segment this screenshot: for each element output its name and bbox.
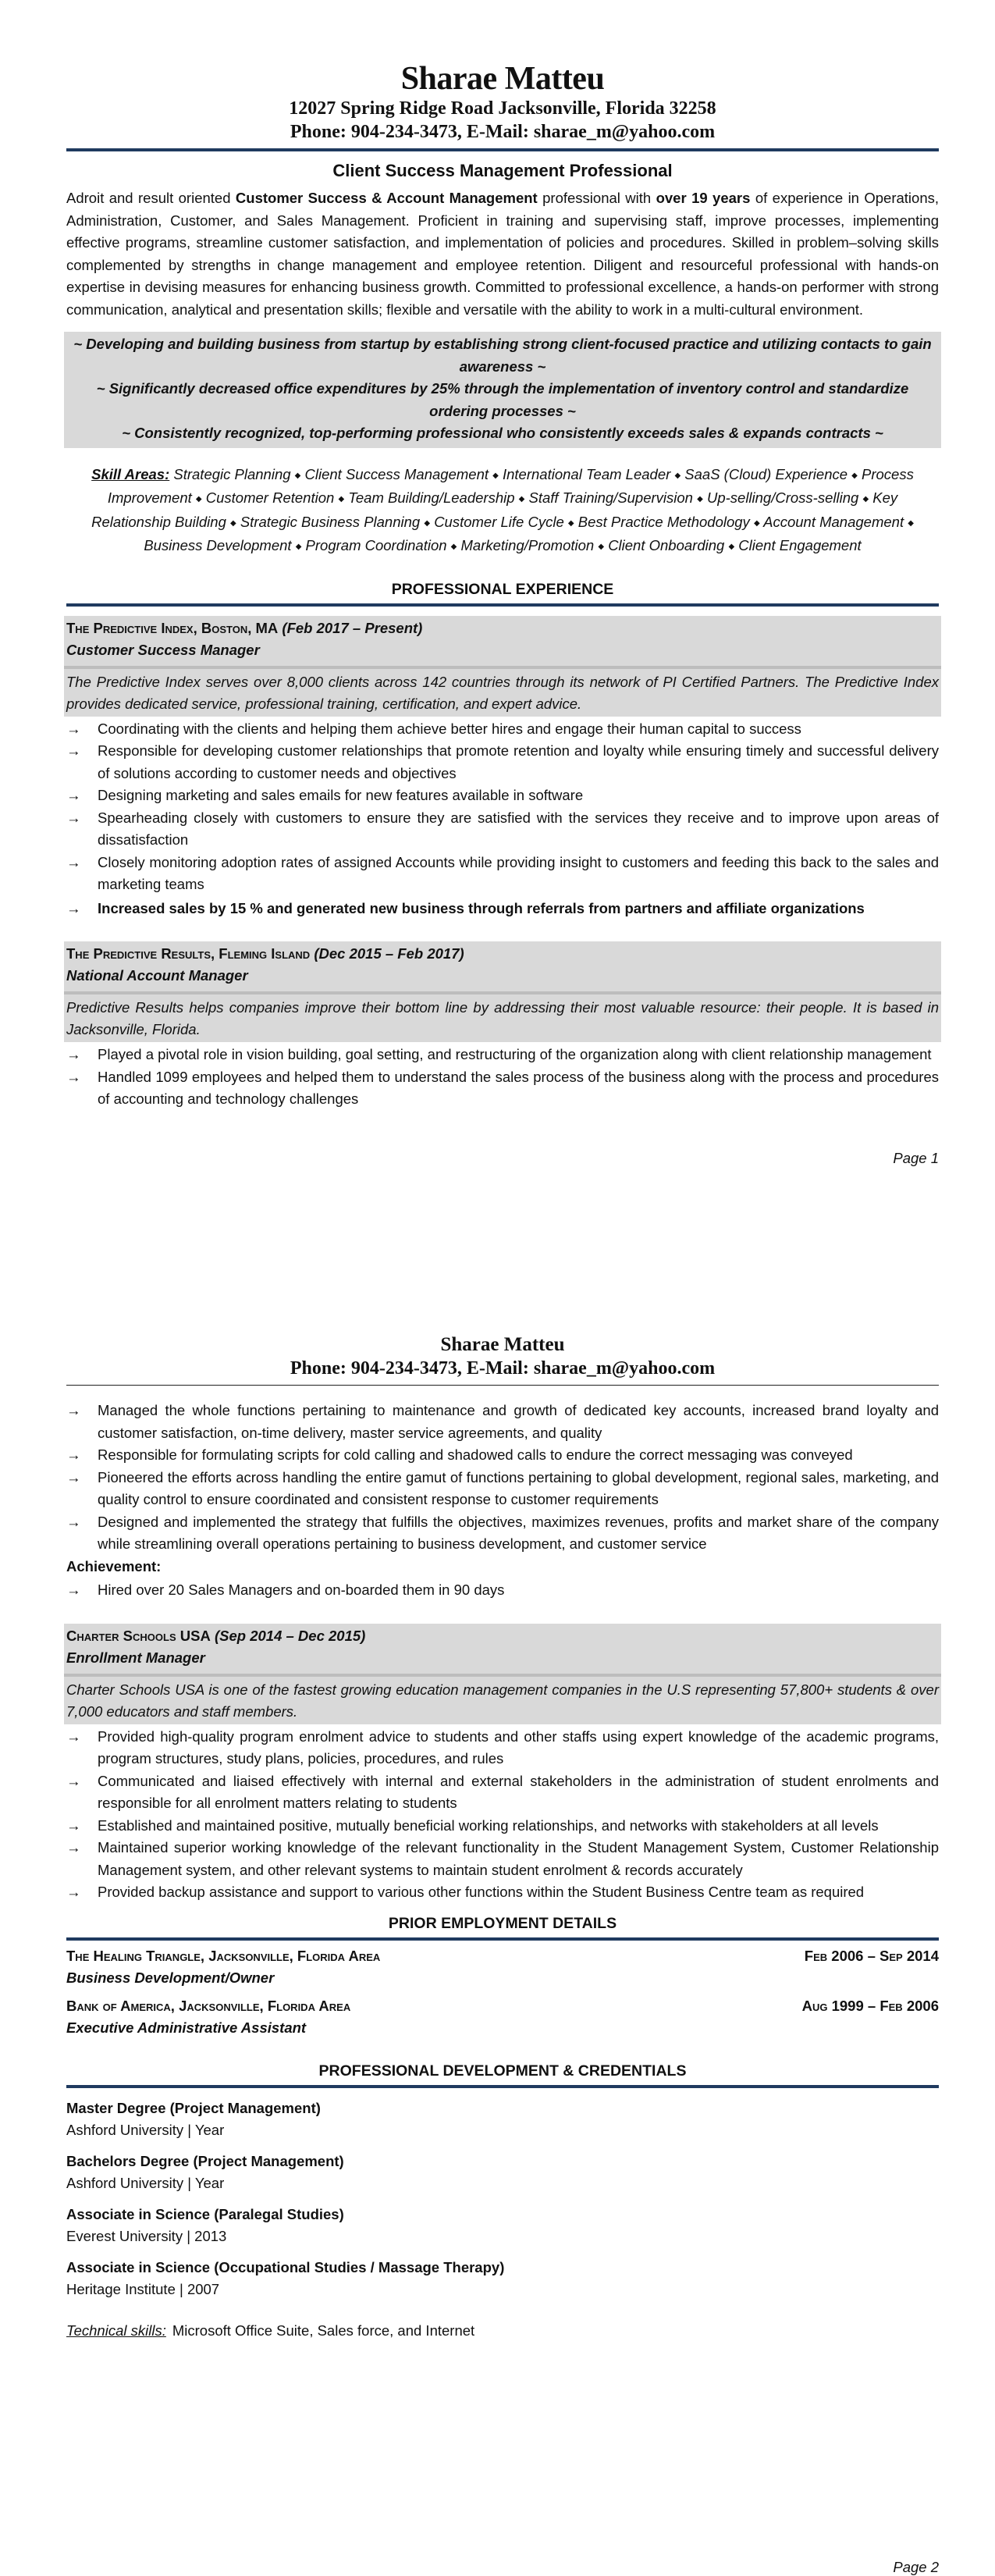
bullet-text: Provided backup assistance and support to various other functions within the Student Business Centre team as required <box>98 1884 865 1900</box>
arrow-icon: → <box>66 1727 81 1745</box>
bullet-text: Designed and implemented the strategy that fulfills the objectives, maximizes revenues, profits and market share of the company while streamlining overall operations pertaining to business development, and customer service <box>98 1513 939 1552</box>
bullet-item <box>66 898 939 920</box>
job-entry <box>66 941 939 1111</box>
bullet-item <box>66 1726 939 1770</box>
bullet-item <box>66 1837 939 1881</box>
page-number: Page 2 <box>893 2559 939 2575</box>
skill-item: Best Practice Methodology <box>577 513 750 530</box>
education-entry <box>66 2097 939 2141</box>
company: The Healing Triangle, Jacksonville, Florida Area <box>66 1947 381 1964</box>
bullet-item <box>66 718 939 741</box>
arrow-icon: → <box>66 1402 81 1418</box>
arrow-icon: → <box>66 742 81 759</box>
diamond-separator-icon: ◆ <box>518 495 525 503</box>
diamond-separator-icon: ◆ <box>338 495 345 503</box>
technical-skills-value: Microsoft Office Suite, Sales force, and Internet <box>172 2322 475 2339</box>
skill-item: Customer Retention <box>205 489 335 506</box>
job-header <box>64 1624 941 1677</box>
job-title: Enrollment Manager <box>66 1649 205 1666</box>
diamond-separator-icon: ◆ <box>697 495 703 503</box>
arrow-icon: → <box>66 720 81 737</box>
diamond-separator-icon: ◆ <box>728 543 735 551</box>
school: Ashford University | Year <box>66 2174 225 2191</box>
summary <box>66 187 939 321</box>
candidate-name: Sharae Matteu <box>440 1334 565 1355</box>
bullet-text: Closely monitoring adoption rates of assigned Accounts while providing insight to customers and feeding this back to the sales and marketing teams <box>98 853 939 892</box>
bullet-text: Pioneered the efforts across handling the entire gamut of functions pertaining to global development, regional sales, marketing, and quality control to ensure coordinated and consistent response to customer requirements <box>98 1468 939 1507</box>
summary-segment: Adroit and result oriented <box>66 190 236 206</box>
bullet-list <box>66 898 939 920</box>
company-description: The Predictive Index serves over 8,000 clients across 142 countries through its network of PI Certified Partners. The Predictive Index provides dedicated service, professional training, certification, and expert advice. <box>64 669 941 717</box>
skill-areas <box>90 464 915 559</box>
job-dates: Aug 1999 – Feb 2006 <box>801 1997 939 2014</box>
achievement-list <box>66 1579 939 1602</box>
skill-item: Client Onboarding <box>608 537 725 553</box>
summary-segment: of experience in Operations, Administration, Customer, and Sales Management. Proficient in training and supervising staff, improve processes, implementing effective programs, streamline customer satisfaction, and implementation of policies and procedures. Skilled in problem–solving skills complemented by strengths in change management and employee retention. Diligent and resourceful professional with hands-on expertise in devising measures for enhancing business growth. Committed to professional excellence, a hands-on performer with strong communication, analytical and presentation skills; flexible and versatile with the ability to work in a multi-cultural environment. <box>66 190 940 318</box>
diamond-separator-icon: ◆ <box>195 495 202 503</box>
bullet-item <box>66 785 939 807</box>
contact-info: Phone: 904-234-3473, E-Mail: sharae_m@yahoo.com <box>290 122 716 142</box>
company-description: Charter Schools USA is one of the fastest growing education management companies in the U.S representing 57,800+ students & over 7,000 educators and staff members. <box>64 1677 941 1724</box>
education-entry <box>66 2151 939 2194</box>
bullet-item <box>66 852 939 896</box>
bullet-text: Spearheading closely with customers to ensure they are satisfied with the services they receive and to improve upon areas of dissatisfaction <box>98 809 939 848</box>
bullet-text: Managed the whole functions pertaining to maintenance and growth of dedicated key accounts, increased brand loyalty and customer satisfaction, on-time delivery, master service agreements, and quality <box>98 1402 939 1441</box>
bullet-item <box>66 1770 939 1815</box>
diamond-separator-icon: ◆ <box>567 518 574 528</box>
arrow-icon: → <box>66 1446 81 1463</box>
diamond-separator-icon: ◆ <box>294 471 301 480</box>
summary-segment: professional with <box>537 190 656 206</box>
headline: Client Success Management Professional <box>332 161 673 180</box>
resume-page-1 <box>66 61 939 1167</box>
bullet-item <box>66 1881 939 1904</box>
highlight: ~ Developing and building business from startup by establishing strong client-focused practice and utilizing contacts to gain awareness ~ <box>73 336 932 375</box>
job-entry <box>66 616 939 920</box>
arrow-icon: → <box>66 1582 81 1598</box>
diamond-separator-icon: ◆ <box>674 471 681 480</box>
bullet-text: Responsible for developing customer relationships that promote retention and loyalty while ensuring timely and successful delivery of solutions according to customer needs and objectives <box>98 742 939 781</box>
bullet-item <box>66 1579 939 1602</box>
skill-item: Client Success Management <box>304 465 489 482</box>
skill-item: Customer Life Cycle <box>434 513 564 530</box>
diamond-separator-icon: ◆ <box>450 543 457 551</box>
bullet-text: Established and maintained positive, mutually beneficial working relationships, and networks with stakeholders at all levels <box>98 1816 879 1834</box>
bullet-item <box>66 740 939 785</box>
bullet-item <box>66 807 939 852</box>
skill-item: Marketing/Promotion <box>460 537 595 553</box>
job-title: National Account Manager <box>66 967 248 984</box>
divider <box>66 603 939 607</box>
page-number: Page 1 <box>893 1149 939 1166</box>
diamond-separator-icon: ◆ <box>753 518 760 528</box>
diamond-separator-icon: ◆ <box>492 471 499 480</box>
section-title-credentials: PROFESSIONAL DEVELOPMENT & CREDENTIALS <box>318 2062 687 2080</box>
bullet-text: Maintained superior working knowledge of the relevant functionality in the Student Management System, Customer Relationship Management system, and other relevant systems to maintain student enrolment & records accurately <box>98 1839 939 1878</box>
job-dates: (Feb 2017 – Present) <box>282 619 423 636</box>
summary-segment: Customer Success & Account Management <box>235 190 538 206</box>
diamond-separator-icon: ◆ <box>908 518 914 528</box>
candidate-name: Sharae Matteu <box>400 61 605 97</box>
section-title-prior: PRIOR EMPLOYMENT DETAILS <box>388 1914 617 1932</box>
skill-item: SaaS (Cloud) Experience <box>684 465 848 482</box>
skill-item: Team Building/Leadership <box>348 489 515 506</box>
divider <box>66 2085 939 2088</box>
skill-item: Client Engagement <box>738 537 862 553</box>
prior-entry <box>66 1995 939 2039</box>
school: Ashford University | Year <box>66 2121 225 2138</box>
degree: Associate in Science (Paralegal Studies) <box>66 2205 344 2222</box>
arrow-icon: → <box>66 787 81 803</box>
skill-item: Staff Training/Supervision <box>528 489 693 506</box>
job-title: Business Development/Owner <box>66 1969 275 1986</box>
resume-page-2 <box>66 1333 939 2575</box>
bullet-item <box>66 1815 939 1838</box>
job-header <box>64 941 941 994</box>
job-title: Executive Administrative Assistant <box>66 2019 307 2036</box>
bullet-item <box>66 1444 939 1467</box>
bullet-text: Coordinating with the clients and helping them achieve better hires and engage their human capital to success <box>98 720 801 737</box>
bullet-text: Handled 1099 employees and helped them to understand the sales process of the business along with the process and procedures of accounting and technology challenges <box>98 1068 939 1107</box>
skill-item: Business Development <box>144 537 292 553</box>
technical-skills-label: Technical skills: <box>66 2322 166 2339</box>
skill-item: Account Management <box>763 513 904 530</box>
job-header <box>64 616 941 669</box>
arrow-icon: → <box>66 1068 81 1085</box>
arrow-icon: → <box>66 853 81 870</box>
arrow-icon: → <box>66 1046 81 1062</box>
education-entry <box>66 2257 939 2300</box>
divider <box>66 1385 939 1386</box>
skill-item: Key Relationship Building <box>91 489 898 530</box>
highlight: ~ Consistently recognized, top-performing professional who consistently exceeds sales & expands contracts ~ <box>122 425 883 441</box>
diamond-separator-icon: ◆ <box>851 471 858 480</box>
prior-entry <box>66 1945 939 1989</box>
job-dates: Feb 2006 – Sep 2014 <box>804 1947 939 1964</box>
arrow-icon: → <box>66 1839 81 1856</box>
skill-areas-label: Skill Areas: <box>91 465 170 482</box>
divider <box>66 148 939 151</box>
bullet-item <box>66 1400 939 1444</box>
skill-item: Strategic Business Planning <box>240 513 421 530</box>
job-dates: (Sep 2014 – Dec 2015) <box>214 1627 366 1644</box>
job-title: Customer Success Manager <box>66 641 260 658</box>
arrow-icon: → <box>66 1513 81 1530</box>
bullet-item <box>66 1511 939 1556</box>
technical-skills <box>66 2322 939 2339</box>
diamond-separator-icon: ◆ <box>295 543 302 551</box>
bullet-text: Communicated and liaised effectively with internal and external stakeholders in the administration of student enrolments and responsible for all enrolment matters relating to students <box>98 1772 939 1811</box>
highlights-box <box>64 332 941 448</box>
achievement-label: Achievement: <box>66 1557 162 1574</box>
section-title-experience: PROFESSIONAL EXPERIENCE <box>391 580 614 598</box>
diamond-separator-icon: ◆ <box>598 543 605 551</box>
company: The Predictive Results, Fleming Island <box>66 945 311 962</box>
school: Heritage Institute | 2007 <box>66 2280 220 2297</box>
bullet-text: Played a pivotal role in vision building, goal setting, and restructuring of the organization along with client relationship management <box>98 1046 932 1062</box>
diamond-separator-icon: ◆ <box>862 495 869 503</box>
bullet-text: Provided high-quality program enrolment advice to students and other staffs using expert knowledge of the academic programs, program structures, study plans, policies, procedures, and rules <box>98 1727 939 1767</box>
summary-segment: over 19 years <box>656 190 751 206</box>
arrow-icon: → <box>66 899 81 916</box>
bullet-list <box>66 1044 939 1111</box>
highlight: ~ Significantly decreased office expenditures by 25% through the implementation of inventory control and standardize ordering processes ~ <box>96 380 909 419</box>
bullet-text: Increased sales by 15 % and generated new business through referrals from partners and affiliate organizations <box>98 899 865 916</box>
skill-item: International Team Leader <box>502 465 671 482</box>
school: Everest University | 2013 <box>66 2227 227 2244</box>
bullet-list <box>66 1400 939 1556</box>
degree: Associate in Science (Occupational Studies / Massage Therapy) <box>66 2258 505 2275</box>
degree: Bachelors Degree (Project Management) <box>66 2152 344 2169</box>
bullet-text: Responsible for formulating scripts for cold calling and shadowed calls to endure the correct messaging was conveyed <box>98 1446 853 1463</box>
arrow-icon: → <box>66 809 81 826</box>
divider <box>66 1937 939 1941</box>
diamond-separator-icon: ◆ <box>230 518 236 528</box>
bullet-item <box>66 1467 939 1511</box>
company-description: Predictive Results helps companies improve their bottom line by addressing their most valuable resource: their people. It is based in Jacksonville, Florida. <box>64 994 941 1042</box>
bullet-text: Hired over 20 Sales Managers and on-boarded them in 90 days <box>98 1582 505 1598</box>
bullet-list <box>66 1726 939 1904</box>
arrow-icon: → <box>66 1772 81 1789</box>
company: The Predictive Index, Boston, MA <box>66 619 279 636</box>
education-entry <box>66 2204 939 2247</box>
skill-item: Process Improvement <box>107 465 914 506</box>
skill-item: Up-selling/Cross-selling <box>706 489 859 506</box>
contact-info: Phone: 904-234-3473, E-Mail: sharae_m@yahoo.com <box>290 1358 716 1379</box>
bullet-text: Designing marketing and sales emails for new features available in software <box>98 787 584 803</box>
skill-item: Program Coordination <box>305 537 447 553</box>
arrow-icon: → <box>66 1816 81 1834</box>
arrow-icon: → <box>66 1468 81 1485</box>
company: Charter Schools USA <box>66 1627 211 1644</box>
arrow-icon: → <box>66 1884 81 1900</box>
skill-item: Strategic Planning <box>173 465 291 482</box>
company: Bank of America, Jacksonville, Florida Area <box>66 1997 351 2014</box>
degree: Master Degree (Project Management) <box>66 2099 321 2116</box>
bullet-item <box>66 1044 939 1066</box>
address: 12027 Spring Ridge Road Jacksonville, Florida 32258 <box>289 98 716 119</box>
bullet-item <box>66 1066 939 1111</box>
diamond-separator-icon: ◆ <box>424 518 431 528</box>
job-entry <box>66 1624 939 1904</box>
bullet-list <box>66 718 939 896</box>
job-dates: (Dec 2015 – Feb 2017) <box>314 945 464 962</box>
